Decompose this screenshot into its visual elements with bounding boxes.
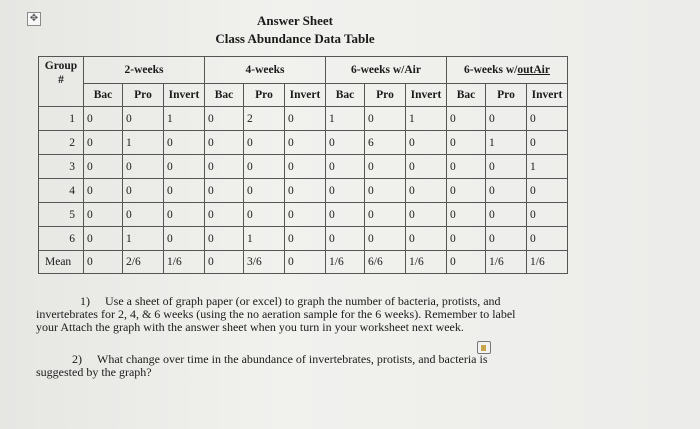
- table-cell[interactable]: 0: [164, 155, 205, 179]
- table-cell[interactable]: 0: [123, 179, 164, 203]
- table-cell[interactable]: 0: [123, 203, 164, 227]
- table-cell[interactable]: 0: [365, 107, 406, 131]
- table-cell[interactable]: 0: [527, 179, 568, 203]
- table-cell[interactable]: 0: [244, 203, 285, 227]
- table-cell[interactable]: 0: [285, 203, 326, 227]
- table-cell[interactable]: 0: [84, 155, 123, 179]
- table-cell[interactable]: 1: [406, 107, 447, 131]
- table-cell[interactable]: 0: [447, 203, 486, 227]
- table-cell[interactable]: 0: [205, 107, 244, 131]
- table-cell[interactable]: 0: [205, 179, 244, 203]
- group-number: 4: [39, 179, 84, 203]
- table-cell[interactable]: 0: [244, 131, 285, 155]
- table-cell[interactable]: 0: [123, 107, 164, 131]
- mean-cell[interactable]: 3/6: [244, 251, 285, 274]
- table-cell[interactable]: 0: [244, 179, 285, 203]
- subheader-pro: Pro: [365, 84, 406, 107]
- subheader-bac: Bac: [326, 84, 365, 107]
- table-cell[interactable]: 0: [205, 131, 244, 155]
- table-cell[interactable]: 0: [244, 155, 285, 179]
- table-cell[interactable]: 0: [406, 131, 447, 155]
- table-cell[interactable]: 0: [285, 179, 326, 203]
- table-cell[interactable]: 0: [365, 227, 406, 251]
- table-row: [39, 155, 568, 179]
- table-cell[interactable]: 0: [406, 155, 447, 179]
- table-cell[interactable]: 0: [164, 179, 205, 203]
- table-cell[interactable]: 0: [406, 227, 447, 251]
- table-cell[interactable]: 0: [447, 155, 486, 179]
- mean-cell[interactable]: 1/6: [486, 251, 527, 274]
- mean-cell[interactable]: 1/6: [406, 251, 447, 274]
- question-1: [36, 295, 536, 334]
- table-cell[interactable]: 0: [486, 155, 527, 179]
- table-row: [39, 131, 568, 155]
- group-number: 6: [39, 227, 84, 251]
- table-cell[interactable]: 0: [527, 107, 568, 131]
- subheader-invert: Invert: [164, 84, 205, 107]
- table-cell[interactable]: 0: [123, 155, 164, 179]
- table-cell[interactable]: 0: [84, 107, 123, 131]
- table-cell[interactable]: 1: [326, 107, 365, 131]
- subheader-invert: Invert: [527, 84, 568, 107]
- table-cell[interactable]: 0: [285, 227, 326, 251]
- table-cell[interactable]: 0: [285, 107, 326, 131]
- table-cell[interactable]: 0: [527, 131, 568, 155]
- table-cell[interactable]: 0: [486, 227, 527, 251]
- mean-cell[interactable]: 0: [285, 251, 326, 274]
- table-cell[interactable]: 0: [486, 107, 527, 131]
- table-cell[interactable]: 0: [447, 131, 486, 155]
- mean-cell[interactable]: 1/6: [164, 251, 205, 274]
- subheader-bac: Bac: [84, 84, 123, 107]
- table-cell[interactable]: 0: [527, 203, 568, 227]
- table-cell[interactable]: 0: [164, 227, 205, 251]
- subheader-invert: Invert: [406, 84, 447, 107]
- table-cell[interactable]: 0: [365, 179, 406, 203]
- table-cell[interactable]: 0: [164, 203, 205, 227]
- mean-cell[interactable]: 1/6: [527, 251, 568, 274]
- abundance-table[interactable]: [38, 56, 568, 274]
- subheader-bac: Bac: [447, 84, 486, 107]
- table-cell[interactable]: 1: [244, 227, 285, 251]
- table-cell[interactable]: 0: [447, 107, 486, 131]
- table-cell[interactable]: 0: [326, 227, 365, 251]
- mean-cell[interactable]: 0: [205, 251, 244, 274]
- table-cell[interactable]: 0: [285, 155, 326, 179]
- table-cell[interactable]: 1: [527, 155, 568, 179]
- table-cell[interactable]: 0: [285, 131, 326, 155]
- table-cell[interactable]: 0: [205, 155, 244, 179]
- mean-cell[interactable]: 0: [84, 251, 123, 274]
- subheader-pro: Pro: [244, 84, 285, 107]
- period-header-2-weeks: 2-weeks: [84, 57, 205, 84]
- question-2-number: 2): [72, 352, 82, 366]
- mean-cell[interactable]: 2/6: [123, 251, 164, 274]
- table-row: [39, 227, 568, 251]
- group-number: 5: [39, 203, 84, 227]
- table-cell[interactable]: 0: [205, 227, 244, 251]
- period-header-6-weeks-no-air: 6-weeks w/outAir: [447, 57, 568, 84]
- group-number: 2: [39, 131, 84, 155]
- question-2: [36, 353, 536, 379]
- table-cell[interactable]: 0: [365, 155, 406, 179]
- mean-label: Mean: [39, 251, 84, 274]
- table-cell[interactable]: 0: [447, 227, 486, 251]
- table-cell[interactable]: 0: [527, 227, 568, 251]
- table-cell[interactable]: 0: [326, 179, 365, 203]
- table-cell[interactable]: 0: [205, 203, 244, 227]
- question-1-number: 1): [80, 294, 90, 308]
- table-title: Class Abundance Data Table: [215, 31, 375, 46]
- table-cell[interactable]: 0: [84, 203, 123, 227]
- table-cell[interactable]: 0: [486, 179, 527, 203]
- mean-cell[interactable]: 6/6: [365, 251, 406, 274]
- table-cell[interactable]: 0: [326, 203, 365, 227]
- table-cell[interactable]: 1: [486, 131, 527, 155]
- subheader-pro: Pro: [486, 84, 527, 107]
- group-header: Group #: [39, 57, 84, 107]
- mean-cell[interactable]: 1/6: [326, 251, 365, 274]
- table-row: [39, 107, 568, 131]
- mean-row: [39, 251, 568, 274]
- subheader-bac: Bac: [205, 84, 244, 107]
- table-cell[interactable]: 0: [84, 131, 123, 155]
- table-row: [39, 203, 568, 227]
- table-cell[interactable]: 0: [406, 203, 447, 227]
- question-1-text: Use a sheet of graph paper (or excel) to graph the number of bacteria, protists, and invertebrates for 2, 4, & 6 weeks (using the no aeration sample for the 6 weeks). Remember to label your Attach the graph with the answer sheet when you turn in your worksheet next week.: [36, 294, 516, 334]
- page-title: Answer Sheet: [257, 13, 333, 28]
- table-cell[interactable]: 0: [365, 203, 406, 227]
- table-cell[interactable]: 0: [447, 179, 486, 203]
- table-cell[interactable]: 1: [123, 131, 164, 155]
- table-move-handle-icon[interactable]: ✥: [27, 12, 41, 26]
- period-header-6-weeks-air: 6-weeks w/Air: [326, 57, 447, 84]
- table-cell[interactable]: 1: [164, 107, 205, 131]
- mean-cell[interactable]: 0: [447, 251, 486, 274]
- table-cell[interactable]: 6: [365, 131, 406, 155]
- table-cell[interactable]: 0: [84, 227, 123, 251]
- table-cell[interactable]: 0: [326, 131, 365, 155]
- subheader-invert: Invert: [285, 84, 326, 107]
- table-cell[interactable]: 0: [486, 203, 527, 227]
- table-cell[interactable]: 1: [123, 227, 164, 251]
- table-row: [39, 179, 568, 203]
- group-number: 1: [39, 107, 84, 131]
- question-2-text: What change over time in the abundance of invertebrates, protists, and bacteria is suggested by the graph?: [36, 352, 488, 379]
- group-number: 3: [39, 155, 84, 179]
- table-cell[interactable]: 0: [406, 179, 447, 203]
- table-cell[interactable]: 0: [164, 131, 205, 155]
- table-cell[interactable]: 2: [244, 107, 285, 131]
- subheader-pro: Pro: [123, 84, 164, 107]
- period-header-4-weeks: 4-weeks: [205, 57, 326, 84]
- table-cell[interactable]: 0: [84, 179, 123, 203]
- table-cell[interactable]: 0: [326, 155, 365, 179]
